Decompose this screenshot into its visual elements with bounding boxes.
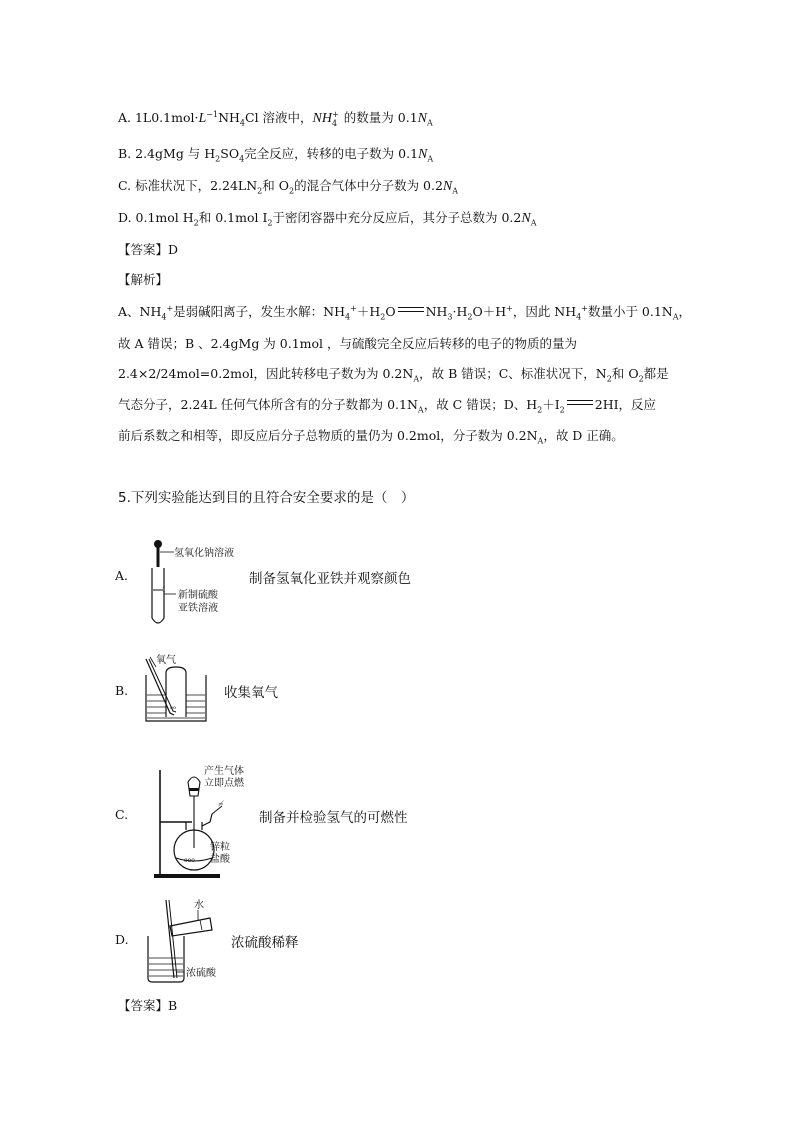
- svg-text:1: 1: [162, 587, 166, 594]
- oxygen-collection-diagram: [140, 655, 220, 725]
- q5-c-label: C.: [115, 807, 129, 822]
- svg-text:oo: oo: [170, 705, 177, 711]
- q5-stem: 5.下列实验能达到目的且符合安全要求的是（ ）: [118, 490, 415, 506]
- q5-b-caption: 收集氧气: [224, 685, 278, 701]
- q5-d-label: D.: [115, 932, 129, 947]
- answer-2: 【答案】B: [118, 998, 178, 1013]
- test-tube-dropper-diagram: [140, 538, 240, 628]
- h2so4-label: 浓硫酸: [186, 968, 216, 979]
- analysis-line-1: A、$NH_4^+$是弱碱阳离子，发生水解：$NH_4^++H_2O$ $NH_3\cdot H_2O+H^+$，因此 $NH_4^+$数量小于 $0.1N_A$，: [118, 303, 692, 322]
- option-b: B. 2.4gMg 与 $H_2SO_4$完全反应，转移的电子数为 $0.1N_A$: [118, 146, 434, 164]
- q5-a-caption: 制备氢氧化亚铁并观察颜色: [249, 571, 411, 587]
- hcl-label: 盐酸: [210, 854, 230, 865]
- analysis-line-2: 故 A 错误；B 、2.4gMg 为 0.1mol ，与硫酸完全反应后转移的电子的物质的量为: [118, 336, 577, 351]
- option-c: C. 标准状况下，$2.24LN_2$和 $O_2$的混合气体中分子数为 $0.2N_A$: [118, 178, 459, 196]
- feso4-label-1: 新制硫酸: [178, 590, 218, 601]
- oxygen-label: 氧气: [156, 655, 176, 666]
- feso4-label-2: 亚铁溶液: [178, 603, 218, 614]
- q5-a-label: A.: [115, 568, 129, 583]
- q5-d-caption: 浓硫酸稀释: [231, 935, 299, 951]
- q5-b-label: B.: [115, 683, 129, 698]
- water-label: 水: [194, 900, 204, 911]
- analysis-line-3: 2.4×2/24mol=0.2mol，因此转移电子数为为 $0.2N_A$，故 B 错误；C、标准状况下，$N_2$和 $O_2$都是: [118, 366, 669, 384]
- answer-1: 【答案】D: [118, 242, 179, 257]
- svg-text:ooo: ooo: [184, 857, 195, 864]
- gas-label-1: 产生气体: [204, 766, 244, 777]
- q5-c-caption: 制备并检验氢气的可燃性: [259, 810, 408, 826]
- naoh-label: 氢氧化钠溶液: [174, 548, 234, 559]
- gas-label-2: 立即点燃: [204, 778, 244, 789]
- analysis-line-5: 前后系数之和相等，即反应后分子总物质的量仍为 0.2mol，分子数为 $0.2N_A$，故 D 正确。: [118, 428, 624, 446]
- hydrogen-generator-diagram: [150, 762, 260, 880]
- analysis-line-4: 气态分子，2.24L 任何气体所含有的分子数都为 $0.1N_A$，故 C 错误；D、$H_2+I_2$ 2HI，反应: [118, 397, 657, 415]
- svg-text:≁: ≁: [218, 800, 224, 808]
- acid-dilution-diagram: [140, 896, 230, 986]
- analysis-heading: 【解析】: [118, 272, 169, 287]
- option-d: D. 0.1mol $H_2$和 0.1mol $I_2$于密闭容器中充分反应后，其分子总数为 $0.2N_A$: [118, 210, 537, 228]
- zinc-label: 锌粒: [210, 842, 230, 853]
- option-a: A. $1L0.1mol\cdot L^{-1}NH_4Cl$ 溶液中，$NH_4^+$ 的数量为 $0.1N_A$: [118, 109, 433, 128]
